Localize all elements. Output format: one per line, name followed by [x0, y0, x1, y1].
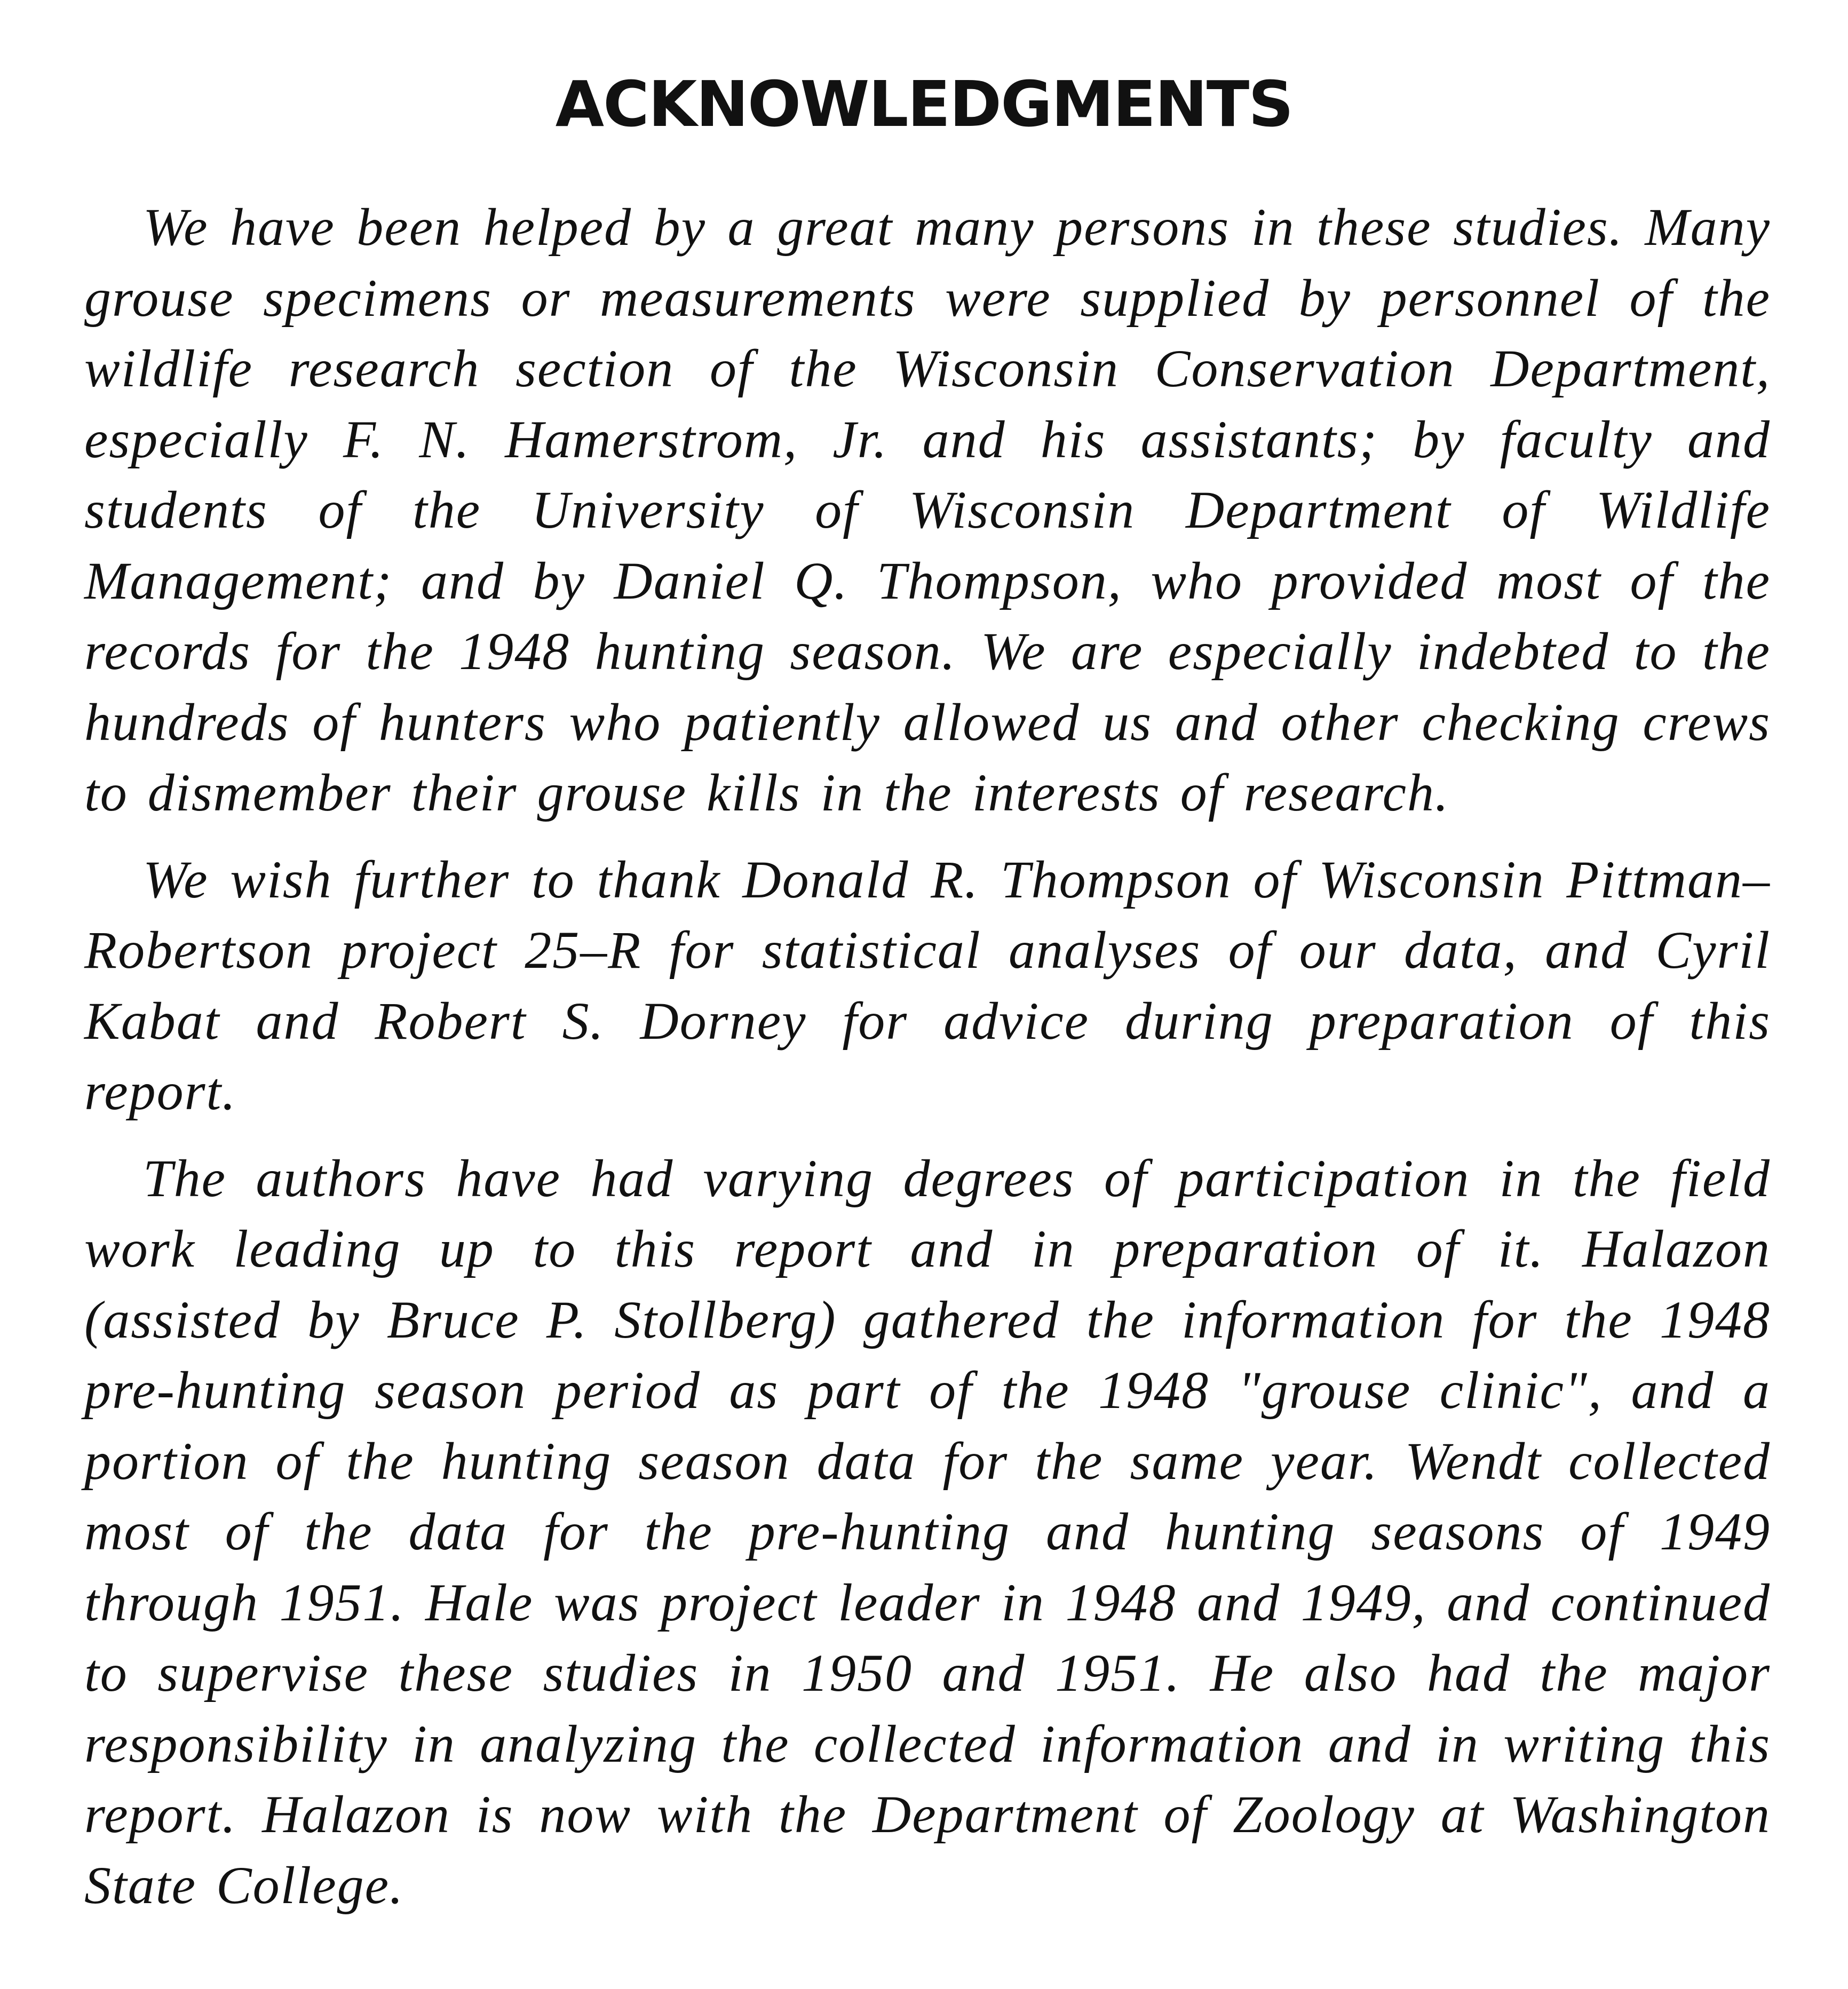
paragraph-helpers: We have been helped by a great many persons in these studies. Many grouse specimens or measurements were supplied by personnel of the wildlife research section of the Wisconsin Conservation Department, especially F. N. Hamerstrom, Jr. and his assistants; by faculty and students of the University of Wisconsin Department of Wildlife Management; and by Daniel Q. Thompson, who provided most of the records for the 1948 hunting season. We are especially indebted to the hundreds of hunters who patiently allowed us and other checking crews to dismember their grouse kills in the interests of research.	[84, 197, 1771, 822]
page-title: ACKNOWLEDGMENTS	[555, 67, 1293, 141]
paragraph-author-contributions: The authors have had varying degrees of participation in the field work leading up to this report and in preparation of it. Halazon (assisted by Bruce P. Stollberg) gathered the information for the 1948 pre-hunting season period as part of the 1948 "grouse clinic", and a portion of the hunting season data for the same year. Wendt collected most of the data for the pre-hunting and hunting seasons of 1949 through 1951. Hale was project leader in 1948 and 1949, and continued to supervise these studies in 1950 and 1951. He also had the major responsibility in analyzing the collected information and in writing this report. Halazon is now with the Department of Zoology at Washington State College.	[84, 1148, 1771, 1915]
paragraph-statistical-thanks: We wish further to thank Donald R. Thompson of Wisconsin Pittman–Robertson project 25–R for statistical analyses of our data, and Cyril Kabat and Robert S. Dorney for advice during preparation of this report.	[84, 849, 1771, 1121]
acknowledgments-body	[84, 192, 1771, 1921]
